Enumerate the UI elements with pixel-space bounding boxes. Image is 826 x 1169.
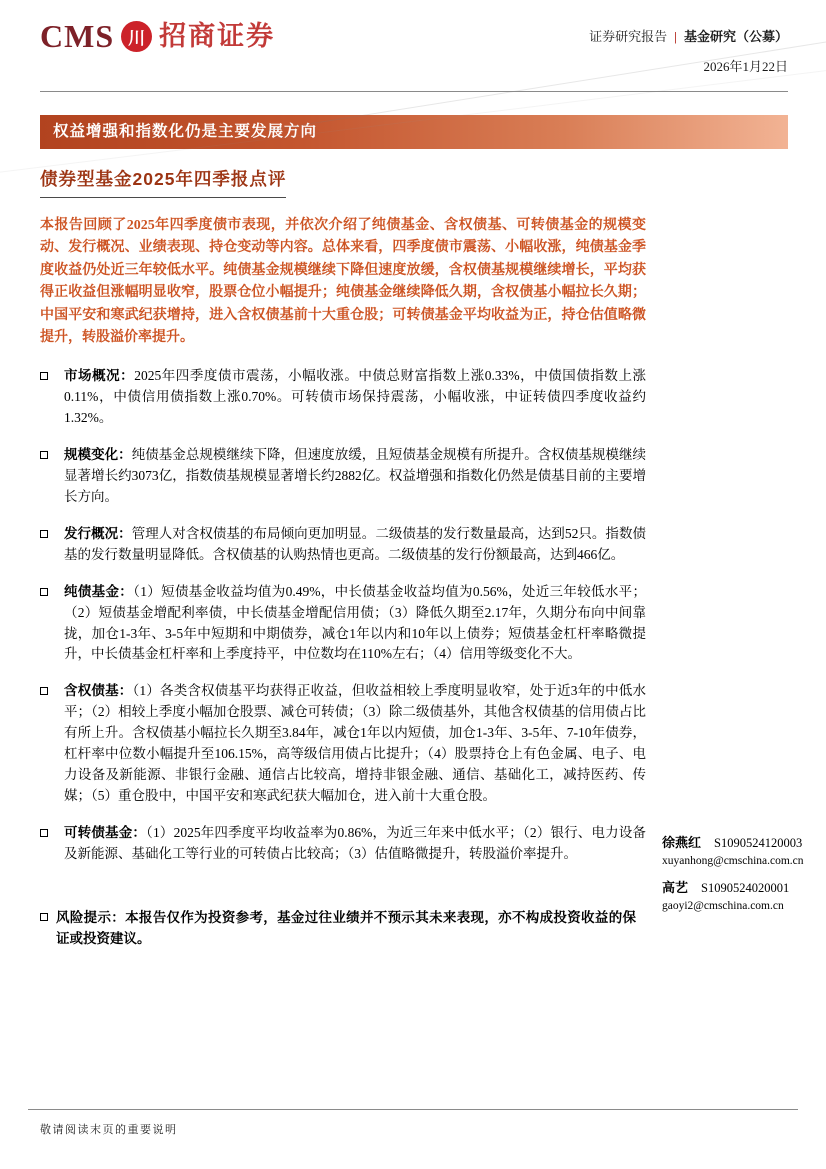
bullet-label: 可转债基金： (64, 824, 147, 840)
bullet-text (64, 366, 646, 429)
risk-label: 风险提示： (56, 909, 126, 925)
bullet-item (40, 524, 646, 566)
square-bullet-icon (40, 530, 48, 538)
risk-warning (40, 907, 636, 950)
bullet-body: （1）2025年四季度平均收益率为0.86%，为近三年来中低水平；（2）银行、电力设备及新能源、基础化工等行业的可转债占比较高；（3）估值略微提升，转股溢价率提升。 (64, 824, 646, 861)
bullet-body: 2025年四季度债市震荡，小幅收涨。中债总财富指数上涨0.33%，中债国债指数上涨0.11%，中债信用债指数上涨0.70%。可转债市场保持震荡，小幅收涨，中证转债四季度收益约1.32%。 (64, 368, 646, 426)
bullet-item (40, 823, 646, 865)
bullet-text (64, 823, 646, 865)
bullet-label: 市场概况： (64, 368, 135, 384)
bullet-body: 纯债基金总规模继续下降，但速度放缓，且短债基金规模有所提升。含权债基规模继续显著增长约3073亿，指数债基规模显著增长约2882亿。权益增强和指数化仍然是债基目前的主要增长方向。 (64, 447, 647, 504)
abstract-paragraph: 本报告回顾了2025年四季度债市表现，并依次介绍了纯债基金、含权债基、可转债基金的规模变动、发行概况、业绩表现、持仓变动等内容。总体来看，四季度债市震荡、小幅收涨，纯债基金季度收益仍处近三年较低水平。纯债基金规模继续下降但速度放缓，含权债基规模继续增长，平均获得正收益但涨幅明显收窄，股票仓位小幅提升；纯债基金继续降低久期，含权债基小幅拉长久期；中国平安和寒武纪获增持，进入含权债基前十大重仓股；可转债基金平均收益为正，持仓估值略微提升，转股溢价率提升。 (40, 218, 646, 345)
header-meta (589, 20, 788, 75)
footer-disclaimer: 敬请阅读末页的重要说明 (40, 1124, 178, 1136)
cms-logo-text: CMS (40, 18, 115, 54)
analyst-email: gaoyi2@cmschina.com.cn (662, 900, 784, 912)
risk-warning-text (56, 907, 636, 950)
report-category-label: 基金研究（公募） (683, 29, 788, 44)
cms-circle-icon (121, 21, 152, 52)
square-bullet-icon (40, 588, 48, 596)
analyst-license-id: S1090524120003 (714, 836, 803, 850)
bullet-text (64, 582, 646, 666)
report-type-label: 证券研究报告 (589, 29, 668, 44)
bullet-text (64, 524, 646, 566)
bullet-body: （1）各类含权债基平均获得正收益，但收益相较上季度明显收窄，处于近3年的中低水平；（2）相较上季度小幅加仓股票、减仓可转债；（3）除二级债基外，其他含权债基的信用债占比有所上升。含权债基小幅拉长久期至3.84年，减仓1年以内短债，加仓1-3年、3-5年、7-10年债券，杠杆率中位数小幅提升至106.15%，高等级信用债占比提升；（4）股票持仓上有色金属、电子、电力设备及新能源、非银行金融、通信占比较高，增持非银金融、通信、基础化工，减持医药、传媒；（5）重仓股中，中国平安和寒武纪获大幅加仓，进入前十大重仓股。 (64, 683, 647, 804)
cms-logo-chinese: 招商证券 (159, 20, 276, 51)
square-bullet-icon (40, 451, 48, 459)
analyst-info-panel (662, 830, 820, 922)
cms-logo (40, 20, 275, 52)
analyst-email: xuyanhong@cmschina.com.cn (662, 855, 804, 867)
square-bullet-icon (40, 913, 48, 921)
report-date: 2026年1月22日 (703, 59, 788, 74)
headline-banner-text: 权益增强和指数化仍是主要发展方向 (53, 123, 318, 140)
bullet-body: （1）短债基金收益均值为0.49%，中长债基金收益均值为0.56%，处近三年较低水平；（2）短债基金增配利率债，中长债基金增配信用债；（3）降低久期至2.17年，久期分布向中间靠拢，加仓1-3年、3-5年中短期和中期债券，减仓1年以内和10年以上债券；短债基金杠杆率略微提升，中长债基金杠杆率和上季度持平，中位数均在110%左右；（4）信用等级变化不大。 (64, 583, 646, 662)
analyst-name: 徐燕红 (662, 835, 702, 850)
headline-banner (40, 115, 788, 149)
bullet-label: 含权债基： (64, 683, 133, 699)
square-bullet-icon (40, 372, 48, 380)
report-title: 债券型基金2025年四季报点评 (40, 166, 286, 198)
risk-body: 本报告仅作为投资参考，基金过往业绩并不预示其未来表现，亦不构成投资收益的保证或投资建议。 (56, 909, 637, 947)
bullet-label: 纯债基金： (64, 583, 134, 599)
square-bullet-icon (40, 829, 48, 837)
analyst-name: 高艺 (662, 880, 689, 895)
analyst-name-row (662, 832, 820, 851)
bullet-text (64, 445, 646, 508)
bullet-item (40, 582, 646, 666)
key-points-list (40, 366, 646, 864)
footer-rule (28, 1109, 798, 1110)
bullet-label: 规模变化： (64, 447, 132, 463)
report-footer (0, 1109, 826, 1169)
report-header (0, 0, 826, 92)
bullet-item (40, 445, 646, 508)
bullet-item (40, 681, 646, 807)
bullet-body: 管理人对含权债基的布局倾向更加明显。二级债基的发行数量最高，达到52只。指数债基的发行数量明显降低。含权债基的认购热情也更高。二级债基的发行份额最高，达到466亿。 (64, 525, 647, 562)
header-divider: | (674, 29, 677, 44)
report-type-line (589, 26, 788, 45)
bullet-item (40, 366, 646, 429)
bullet-text (64, 681, 646, 807)
cms-circle-glyph: 川 (128, 28, 146, 48)
header-rule (40, 91, 788, 92)
analyst-license-id: S1090524020001 (701, 881, 790, 895)
square-bullet-icon (40, 687, 48, 695)
analyst-name-row (662, 877, 820, 896)
bullet-label: 发行概况： (64, 525, 132, 541)
